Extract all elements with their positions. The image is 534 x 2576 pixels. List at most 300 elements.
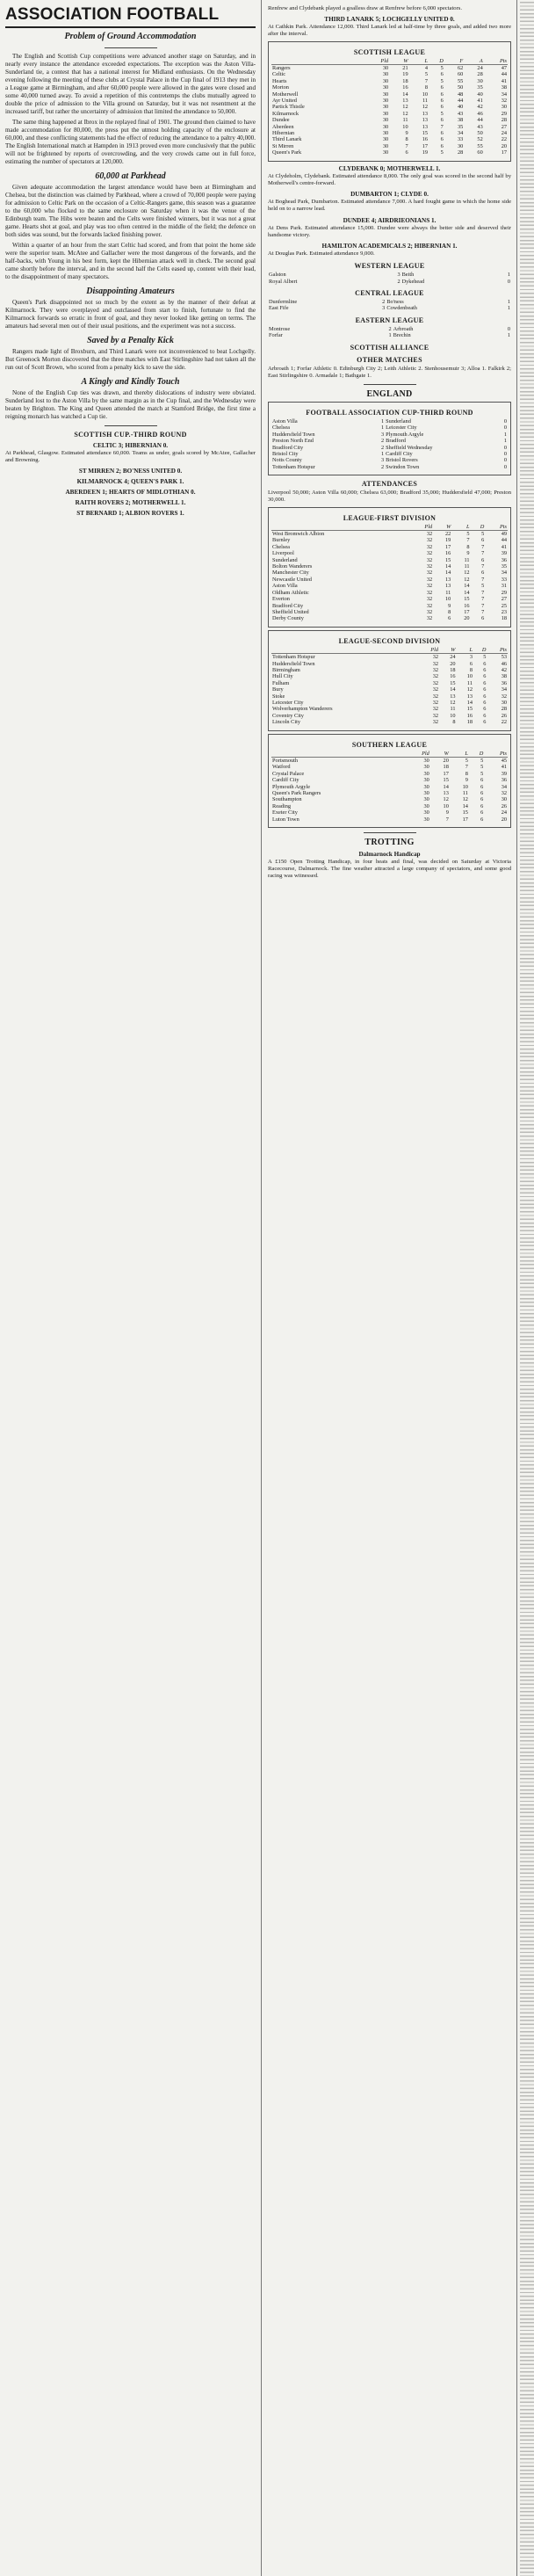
table-cell: 32 xyxy=(432,654,439,661)
table-cell: 12 xyxy=(443,796,449,803)
table-row xyxy=(271,464,508,470)
match-result: DUMBARTON 1; CLYDE 0. xyxy=(350,191,429,199)
minor-league-heading: WESTERN LEAGUE xyxy=(354,262,425,271)
table-cell: 6 xyxy=(483,719,487,726)
column-header: D xyxy=(469,751,484,758)
table-cell: 6 xyxy=(481,556,485,563)
column-header: D xyxy=(471,524,486,531)
first-division-table xyxy=(268,507,511,628)
minor-league-heading: CENTRAL LEAGUE xyxy=(355,288,424,297)
table-cell: 5 xyxy=(481,583,485,590)
table-cell: 30 xyxy=(382,117,389,124)
table-cell: Queen's Park xyxy=(272,149,302,156)
article-paragraph: Given adequate accommodation the largest attendance would have been at Birmingham and Chelsea, but the distinction was claimed by Parkhead, where a crowd of 70,000 people were paying for admission to Celtic Park on the occasion of a Celtic-Rangers game, this season was a guarantee to the 60,000 who flocked to the same enclosure on Saturday when it was the venue of the Edinburgh team. The Hibs were beaten and the Celts were finished winners, but it was not a great game. Hearts shot at goal, and play was too often centred in the middle of the field; the defence on both sides was sound, but the forwards lacked finishing power. xyxy=(5,184,256,238)
table-cell: 30 xyxy=(501,104,507,111)
table-header-row xyxy=(271,524,508,531)
table-cell: 7 xyxy=(481,596,485,603)
table-cell: 19 xyxy=(402,71,408,78)
table-cell: 12 xyxy=(450,699,456,706)
table-cell: 22 xyxy=(501,136,507,143)
table-cell: Manchester City xyxy=(272,570,309,577)
table-cell: 12 xyxy=(402,110,408,117)
table-cell: 32 xyxy=(432,699,439,706)
table-cell: 41 xyxy=(477,98,483,105)
table-cell: 17 xyxy=(443,770,449,777)
column-header: D xyxy=(429,58,444,65)
divider xyxy=(105,425,157,426)
column-header: L xyxy=(451,524,470,531)
table-cell: Southampton xyxy=(272,796,302,803)
table-cell: 15 xyxy=(445,556,451,563)
table-cell: 44 xyxy=(501,537,507,544)
table-cell: 14 xyxy=(466,699,473,706)
table-cell: Hibernian xyxy=(272,130,295,137)
column-header: Pld xyxy=(364,58,389,65)
table-cell: 6 xyxy=(480,816,484,823)
other-matches-heading: OTHER MATCHES xyxy=(357,355,422,364)
top-note: Renfrew and Clydebank played a goalless draw at Renfrew before 6,000 spectators. xyxy=(268,5,462,11)
table-cell: 30 xyxy=(423,770,429,777)
table-row xyxy=(271,590,508,596)
table-cell: 27 xyxy=(501,596,507,603)
table-cell: 32 xyxy=(426,550,433,557)
table-cell: 13 xyxy=(422,110,429,117)
table-row xyxy=(271,809,508,816)
table-cell: 6 xyxy=(483,660,487,667)
team-name: Cowdenbeath xyxy=(386,305,417,312)
table-title: SCOTTISH LEAGUE xyxy=(353,47,426,56)
table-cell: 30 xyxy=(457,142,464,149)
table-cell: Oldham Athletic xyxy=(272,589,309,596)
table-cell: 30 xyxy=(423,764,429,771)
table-cell: 15 xyxy=(462,809,468,816)
table-cell: 39 xyxy=(501,550,507,557)
table-cell: Bradford xyxy=(386,438,406,445)
table-cell: 6 xyxy=(440,142,444,149)
table-cell: 6 xyxy=(483,693,487,700)
table-cell: 39 xyxy=(501,770,507,777)
table-cell: 6 xyxy=(480,809,484,816)
table-cell: Reading xyxy=(272,802,291,809)
table-cell: 7 xyxy=(481,608,485,615)
table-cell: 8 xyxy=(452,719,456,726)
table-cell: 2 xyxy=(381,463,385,470)
table-cell: 6 xyxy=(440,91,444,98)
column-header: L xyxy=(457,647,473,654)
team-name: Beith xyxy=(401,272,415,279)
match-report: At Cathkin Park. Attendance 12,000. Third Lanark led at half-time by three goals, and added two more after the interval. xyxy=(268,24,511,38)
table-cell: Derby County xyxy=(272,615,304,622)
table-cell: 28 xyxy=(457,149,464,156)
table-row xyxy=(271,65,508,72)
column-header: Pld xyxy=(409,524,433,531)
table-cell: 3 xyxy=(381,457,385,464)
table-cell: 30 xyxy=(382,123,389,130)
table-cell: 6 xyxy=(483,706,487,713)
table-cell: 62 xyxy=(457,65,464,72)
table-cell: 18 xyxy=(402,77,408,84)
table-cell: Rangers xyxy=(272,65,291,72)
middle-column xyxy=(263,0,517,2576)
cropped-text-texture xyxy=(520,2,534,2576)
table-cell: 32 xyxy=(426,602,433,609)
table-cell: 0 xyxy=(503,457,507,464)
divider xyxy=(364,832,416,833)
table-row xyxy=(271,816,508,823)
table-row xyxy=(268,305,511,311)
table-cell: 24 xyxy=(477,65,483,72)
table-cell: 16 xyxy=(445,550,451,557)
table-cell: 10 xyxy=(462,783,468,790)
table-row xyxy=(271,693,508,700)
table-cell: 32 xyxy=(426,608,433,615)
table-cell: 14 xyxy=(462,802,468,809)
table-cell: 18 xyxy=(450,666,456,673)
table-header-row xyxy=(271,751,508,758)
table-cell: 6 xyxy=(480,796,484,803)
table-cell: 16 xyxy=(464,602,470,609)
table-cell: 5 xyxy=(483,654,487,661)
table-cell: 60 xyxy=(457,71,464,78)
table-cell: Stoke xyxy=(272,693,285,700)
table-cell: 60 xyxy=(477,149,483,156)
table-cell: 0 xyxy=(503,451,507,457)
table-cell: 34 xyxy=(501,686,507,693)
table-row xyxy=(271,777,508,783)
table-cell: 32 xyxy=(432,712,439,719)
table-cell: 5 xyxy=(480,764,484,771)
table-cell: 10 xyxy=(466,673,473,680)
table-cell: 6 xyxy=(481,615,485,622)
table-cell: 30 xyxy=(382,136,389,143)
table-cell: 44 xyxy=(501,71,507,78)
table-cell: 31 xyxy=(501,583,507,590)
table-row xyxy=(271,71,508,77)
table-cell: 0 xyxy=(503,444,507,451)
column-header: Pts xyxy=(487,647,508,654)
table-cell: 32 xyxy=(432,686,439,693)
table-cell: 41 xyxy=(501,764,507,771)
table-row xyxy=(271,531,508,538)
table-cell: 30 xyxy=(423,809,429,816)
table-cell: 1 xyxy=(381,424,385,432)
table-cell: Tottenham Hotspur xyxy=(272,654,315,661)
table-cell: 12 xyxy=(466,686,473,693)
table-cell: 32 xyxy=(426,563,433,570)
column-header: Pts xyxy=(484,751,508,758)
table-cell: 27 xyxy=(501,123,507,130)
table-cell: 30 xyxy=(423,758,429,764)
minor-league-heading: EASTERN LEAGUE xyxy=(355,316,424,324)
scottish-league-table xyxy=(268,41,511,162)
table-cell: 34 xyxy=(501,783,507,790)
article-headline: Problem of Ground Accommodation xyxy=(64,32,197,41)
table-cell: 53 xyxy=(501,654,507,661)
table-cell: 23 xyxy=(501,608,507,615)
table-row xyxy=(271,609,508,615)
table-cell: 6 xyxy=(483,679,487,686)
table-cell: 16 xyxy=(466,712,473,719)
table-cell: Kilmarnock xyxy=(272,110,299,117)
minor-league-results xyxy=(268,262,511,338)
table-cell: 30 xyxy=(382,142,389,149)
table-row xyxy=(271,149,508,156)
table-cell: 9 xyxy=(466,550,470,557)
table-cell: Sheffield Wednesday xyxy=(386,444,433,451)
table-cell: 32 xyxy=(432,706,439,713)
match-result: HAMILTON ACADEMICALS 2; HIBERNIAN 1. xyxy=(321,242,458,250)
table-cell: 9 xyxy=(405,130,408,137)
table-cell: 41 xyxy=(501,77,507,84)
match-result: RAITH ROVERS 2; MOTHERWELL 1. xyxy=(75,499,186,507)
table-row xyxy=(271,457,508,463)
table-cell: 0 xyxy=(503,417,507,424)
table-cell: 24 xyxy=(501,130,507,137)
table-row xyxy=(271,98,508,104)
team-score: 1 xyxy=(507,298,510,305)
table-cell: 28 xyxy=(477,71,483,78)
table-cell: 30 xyxy=(382,71,389,78)
table-row xyxy=(271,686,508,693)
table-cell: Sunderland xyxy=(272,556,298,563)
match-report: At Boghead Park, Dumbarton. Estimated attendance 7,000. A hard fought game in which the home side held on to a narrow lead. xyxy=(268,199,511,213)
table-cell: 7 xyxy=(481,602,485,609)
column-header: Pld xyxy=(417,647,439,654)
table-cell: 43 xyxy=(457,110,464,117)
table-row xyxy=(271,790,508,796)
table-cell: 1 xyxy=(381,417,385,424)
table-cell: 0 xyxy=(503,424,507,432)
table-cell: 22 xyxy=(501,719,507,726)
table-cell: Bristol City xyxy=(272,451,299,457)
table-cell: 1 xyxy=(503,431,507,438)
match-result: THIRD LANARK 5; LOCHGELLY UNITED 0. xyxy=(324,16,455,24)
table-row xyxy=(271,603,508,609)
table-row xyxy=(271,124,508,130)
table-cell: 49 xyxy=(501,531,507,538)
table-title: SOUTHERN LEAGUE xyxy=(351,740,428,749)
table-cell: 21 xyxy=(402,65,408,72)
table-cell: 36 xyxy=(501,679,507,686)
table-row xyxy=(271,130,508,136)
league-table xyxy=(271,751,508,823)
table-cell: 17 xyxy=(462,816,468,823)
table-title: LEAGUE-SECOND DIVISION xyxy=(338,636,441,645)
team-score: 1 xyxy=(507,272,510,279)
table-cell: 33 xyxy=(457,136,464,143)
table-cell: 6 xyxy=(483,699,487,706)
table-cell: Third Lanark xyxy=(272,136,302,143)
article-paragraph: Queen's Park disappointed not so much by the extent as by the manner of their defeat at Kilmarnock. They were overplayed and outclassed from start to finish, fortunate to find the Kilmarnock forwards so erratic in front of goal, and they never looked like getting on terms. The amateurs had several men out of their usual positions, and the experiment was not a success. xyxy=(5,299,256,330)
table-cell: Cardiff City xyxy=(386,451,413,457)
table-cell: 46 xyxy=(501,660,507,667)
match-result: KILMARNOCK 4; QUEEN'S PARK 1. xyxy=(76,478,184,486)
team-score: 2 xyxy=(388,325,392,332)
table-row xyxy=(271,719,508,725)
table-row xyxy=(271,764,508,770)
table-cell: 15 xyxy=(464,596,470,603)
table-cell: Plymouth Argyle xyxy=(272,783,311,790)
table-cell: 8 xyxy=(448,608,451,615)
table-cell: 32 xyxy=(432,673,439,680)
table-cell: 14 xyxy=(464,589,470,596)
table-cell: Morton xyxy=(272,84,289,91)
table-cell: 5 xyxy=(466,531,470,538)
column-header xyxy=(271,647,417,654)
team-name: Brechin xyxy=(393,332,411,339)
table-cell: Leicester City xyxy=(386,424,417,432)
table-cell: Notts County xyxy=(272,457,302,464)
table-cell: Bradford City xyxy=(272,602,304,609)
trotting-subheading: Dalmarnock Handicap xyxy=(358,851,421,859)
table-cell: West Bromwich Albion xyxy=(272,531,325,538)
match-result: CELTIC 3; HIBERNIAN 0. xyxy=(92,442,169,449)
table-cell: 11 xyxy=(450,706,456,713)
table-cell: Luton Town xyxy=(272,816,299,823)
team-score: 1 xyxy=(507,332,510,339)
table-cell: 43 xyxy=(477,123,483,130)
column-header: L xyxy=(409,58,429,65)
table-cell: 3 xyxy=(469,654,473,661)
southern-league-table xyxy=(268,734,511,828)
table-cell: 5 xyxy=(480,758,484,764)
table-row xyxy=(271,104,508,110)
table-row xyxy=(271,78,508,84)
table-cell: 40 xyxy=(457,104,464,111)
trotting-text: A £150 Open Trotting Handicap, in four heats and final, was decided on Saturday at Victoria Racecourse, Dalmarnock. The fine weather attracted a large company of spectators, and some good racing was witnessed. xyxy=(268,859,511,880)
table-cell: 32 xyxy=(426,589,433,596)
table-cell: Plymouth Argyle xyxy=(386,431,424,438)
table-cell: 13 xyxy=(422,117,429,124)
table-cell: 29 xyxy=(501,110,507,117)
table-cell: 7 xyxy=(481,576,485,583)
table-cell: 6 xyxy=(440,130,444,137)
table-cell: 1 xyxy=(503,438,507,445)
team-score: 1 xyxy=(507,305,510,312)
match-result: ST BERNARD 1; ALBION ROVERS 1. xyxy=(76,510,184,518)
table-cell: 38 xyxy=(457,117,464,124)
table-cell: Everton xyxy=(272,596,290,603)
table-cell: 11 xyxy=(462,790,468,797)
table-cell: Lincoln City xyxy=(272,719,301,726)
table-row xyxy=(268,326,511,332)
table-cell: 50 xyxy=(477,130,483,137)
table-cell: 10 xyxy=(422,91,429,98)
table-cell: 13 xyxy=(402,98,408,105)
table-cell: 1 xyxy=(381,451,385,457)
match-result: DUNDEE 4; AIRDRIEONIANS 1. xyxy=(343,216,437,224)
table-cell: Liverpool xyxy=(272,550,294,557)
table-row xyxy=(271,445,508,451)
table-row xyxy=(268,279,511,285)
table-row xyxy=(271,667,508,673)
table-title: LEAGUE-FIRST DIVISION xyxy=(343,513,437,522)
column-header: F xyxy=(444,58,464,65)
table-cell: 5 xyxy=(424,71,429,78)
table-cell: 50 xyxy=(457,84,464,91)
team-name: Arbroath xyxy=(393,325,414,332)
table-row xyxy=(271,596,508,602)
divider xyxy=(364,384,416,385)
table-cell: Partick Thistle xyxy=(272,104,305,111)
column-header: W xyxy=(439,647,456,654)
team-score: 1 xyxy=(388,332,392,339)
table-cell: 18 xyxy=(466,719,473,726)
table-cell: 47 xyxy=(501,65,507,72)
table-cell: 6 xyxy=(481,570,485,577)
table-row xyxy=(271,570,508,576)
table-cell: 30 xyxy=(423,796,429,803)
table-cell: 33 xyxy=(501,576,507,583)
table-cell: 55 xyxy=(477,142,483,149)
table-cell: 32 xyxy=(501,693,507,700)
table-cell: 13 xyxy=(445,576,451,583)
table-cell: Aberdeen xyxy=(272,123,294,130)
table-cell: 14 xyxy=(450,686,456,693)
table-cell: 30 xyxy=(382,98,389,105)
table-cell: 5 xyxy=(440,149,444,156)
table-cell: 13 xyxy=(450,693,456,700)
table-row xyxy=(271,563,508,570)
table-cell: 6 xyxy=(440,84,444,91)
team-score: 3 xyxy=(397,272,400,279)
table-cell: Tottenham Hotspur xyxy=(272,463,315,470)
table-cell: 17 xyxy=(422,142,429,149)
team-score: 0 xyxy=(507,325,510,332)
column-header: L xyxy=(450,751,469,758)
table-cell: 8 xyxy=(424,84,429,91)
minor-league-table xyxy=(268,272,511,285)
table-cell: 32 xyxy=(426,583,433,590)
table-header-row xyxy=(271,58,508,65)
column-header: Pts xyxy=(485,524,508,531)
table-cell: 44 xyxy=(477,117,483,124)
column-header: W xyxy=(389,58,408,65)
table-cell: 40 xyxy=(477,91,483,98)
match-result: ST MIRREN 2; BO'NESS UNITED 0. xyxy=(78,468,183,475)
table-cell: 26 xyxy=(501,802,507,809)
table-cell: 6 xyxy=(483,666,487,673)
table-cell: Bristol Rovers xyxy=(386,457,418,464)
column-header: Pts xyxy=(484,58,508,65)
table-cell: 15 xyxy=(422,130,429,137)
table-cell: 13 xyxy=(443,790,449,797)
minor-league-table xyxy=(268,326,511,339)
table-row xyxy=(271,577,508,583)
table-cell: Aston Villa xyxy=(272,583,298,590)
table-row xyxy=(271,796,508,802)
table-cell: 12 xyxy=(464,576,470,583)
table-cell: 7 xyxy=(481,563,485,570)
table-cell: 30 xyxy=(382,84,389,91)
table-cell: 11 xyxy=(466,679,473,686)
table-cell: 35 xyxy=(501,563,507,570)
subheading: Disappointing Amateurs xyxy=(86,287,175,296)
team-name: Forfar xyxy=(269,332,283,339)
match-result: CLYDEBANK 0; MOTHERWELL 1. xyxy=(338,164,441,172)
table-cell: 7 xyxy=(440,123,444,130)
team-name: Dykehead xyxy=(401,278,425,285)
table-cell: 9 xyxy=(448,602,451,609)
table-row xyxy=(271,117,508,123)
table-cell: 30 xyxy=(423,790,429,797)
table-cell: 3 xyxy=(381,431,385,438)
table-cell: 38 xyxy=(501,84,507,91)
table-cell: 6 xyxy=(440,136,444,143)
table-cell: Motherwell xyxy=(272,91,299,98)
table-cell: Bury xyxy=(272,686,284,693)
table-cell: 48 xyxy=(457,91,464,98)
